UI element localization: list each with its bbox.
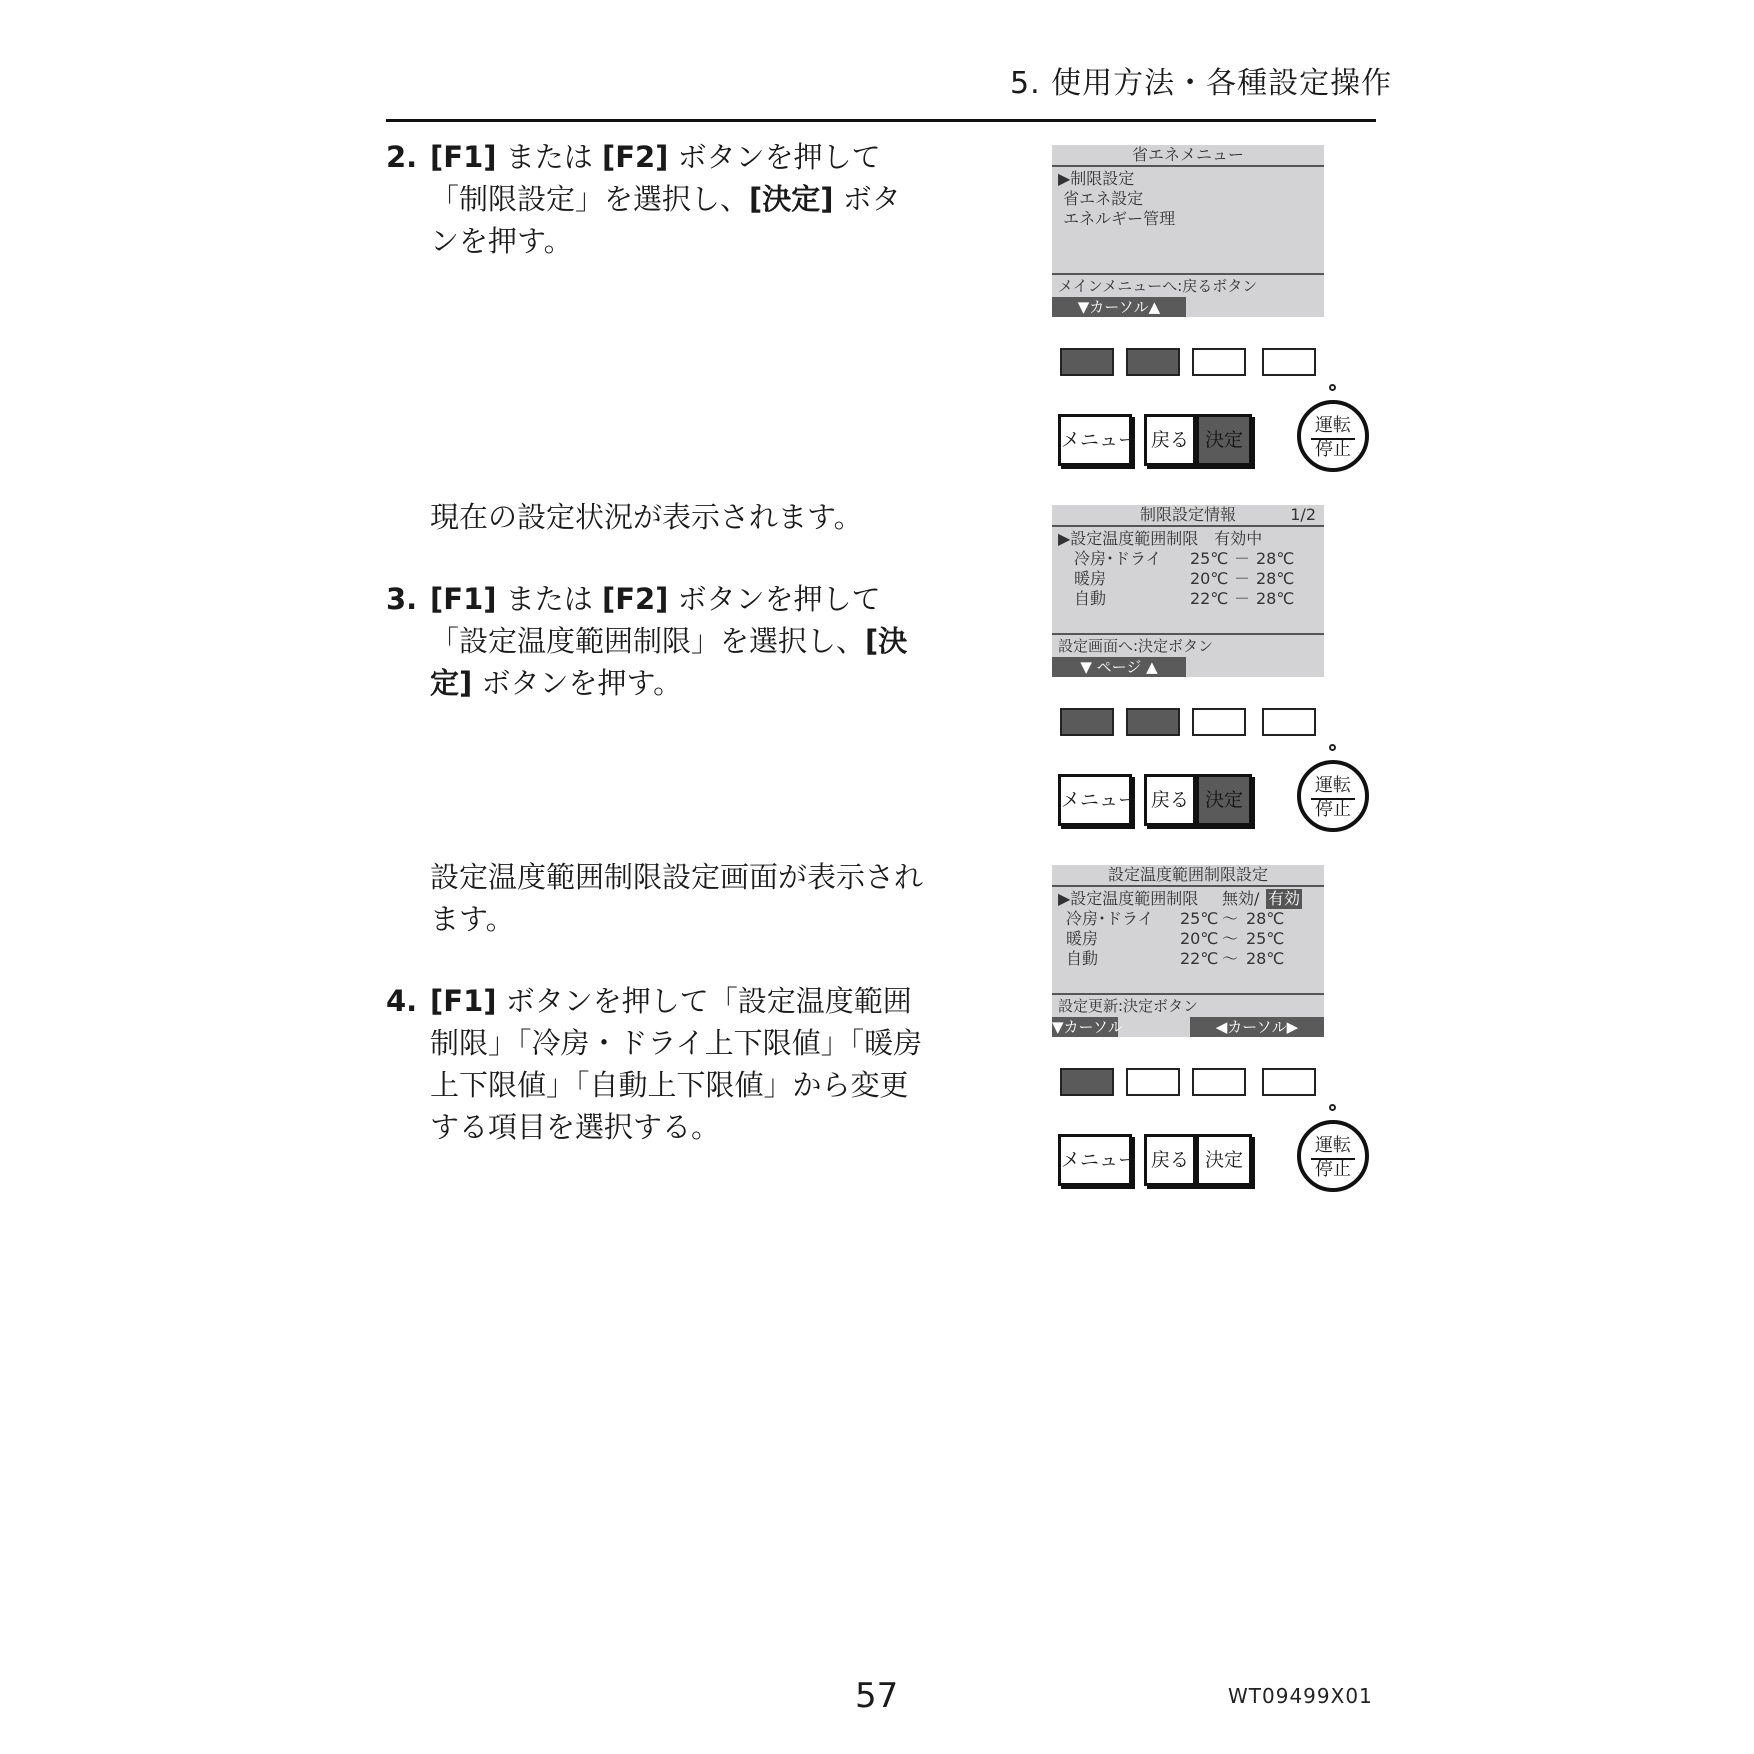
f1-button[interactable] <box>1060 348 1114 376</box>
f3-button[interactable] <box>1192 348 1246 376</box>
lcd-softkey-label: ▼カーソル▲ <box>1052 297 1186 317</box>
lcd-page-indicator: 1/2 <box>1290 505 1316 524</box>
back-button[interactable]: 戻る <box>1144 414 1196 466</box>
key-f1: [F1] <box>430 582 497 616</box>
enter-button[interactable]: 決定 <box>1196 1134 1252 1186</box>
step-text <box>430 136 926 262</box>
step-number: 4. <box>386 984 418 1018</box>
lcd-screen-limit-setting <box>1052 865 1324 1037</box>
row-dash: － <box>1234 589 1251 608</box>
row-dash: － <box>1234 569 1251 588</box>
row-dash: － <box>1234 549 1251 568</box>
note-setting-screen: 設定温度範囲制限設定画面が表示されます。 <box>430 860 924 936</box>
power-label-run: 運転 <box>1315 775 1351 796</box>
header-divider <box>386 119 1376 122</box>
power-label-stop: 停止 <box>1311 798 1355 820</box>
menu-button[interactable]: メニュー <box>1058 1134 1132 1186</box>
row-label: 自動 <box>1066 949 1099 968</box>
lcd-head-line: ▶設定温度範囲制限 有効中 <box>1058 529 1263 548</box>
lcd-menu-item: ▶制限設定 <box>1058 169 1135 188</box>
lcd-screen-limit-info <box>1052 505 1324 677</box>
row-label: 暖房 <box>1074 569 1107 588</box>
indicator-lamp <box>1329 1104 1336 1111</box>
lcd-footer: メインメニューへ:戻るボタン <box>1058 277 1258 295</box>
step-text <box>430 578 926 704</box>
row-label: 冷房･ドライ <box>1074 549 1162 568</box>
lcd-head-line: ▶設定温度範囲制限 <box>1058 889 1199 908</box>
step-text-part: ボタンを押す。 <box>472 666 683 700</box>
row-low: 25℃ <box>1190 549 1229 568</box>
lcd-title: 設定温度範囲制限設定 <box>1052 865 1324 887</box>
lcd-title: 省エネメニュー <box>1052 145 1324 167</box>
power-button[interactable] <box>1297 760 1369 832</box>
section-title: 5. 使用方法・各種設定操作 <box>1010 66 1393 101</box>
power-label-stop: 停止 <box>1311 438 1355 460</box>
row-low: 22℃ <box>1180 949 1219 968</box>
lcd-divider <box>1052 633 1324 635</box>
f2-button[interactable] <box>1126 348 1180 376</box>
indicator-lamp <box>1329 384 1336 391</box>
back-button[interactable]: 戻る <box>1144 774 1196 826</box>
f4-button[interactable] <box>1262 708 1316 736</box>
back-button[interactable]: 戻る <box>1144 1134 1196 1186</box>
menu-button[interactable]: メニュー <box>1058 774 1132 826</box>
key-f1: [F1] <box>430 984 497 1018</box>
lcd-screen-energy-menu <box>1052 145 1324 317</box>
lcd-menu-item: 省エネ設定 <box>1058 189 1144 208</box>
step-text <box>430 980 926 1148</box>
step-text-part: ボタンを押して「設定温度範囲制限」を選択し、 <box>430 582 881 658</box>
f2-button[interactable] <box>1126 1068 1180 1096</box>
row-low: 25℃ <box>1180 909 1219 928</box>
page-number: 57 <box>855 1676 899 1716</box>
row-low: 22℃ <box>1190 589 1229 608</box>
note-current-status: 現在の設定状況が表示されます。 <box>430 500 863 534</box>
key-enter: [決定] <box>749 182 834 216</box>
row-high: 28℃ <box>1256 569 1295 588</box>
key-f2: [F2] <box>601 582 669 616</box>
key-f2: [F2] <box>601 140 669 174</box>
lcd-divider <box>1052 993 1324 995</box>
row-high: 25℃ <box>1246 929 1285 948</box>
step-text-part: ボタンを押して「制限設定」を選択し、 <box>430 140 881 216</box>
step-text-part: ボタンを押して「設定温度範囲制限」「冷房・ドライ上下限値」「暖房上下限値」「自動上下限値」から変更する項目を選択する。 <box>430 984 923 1144</box>
toggle-enable-selected: 有効 <box>1268 889 1301 908</box>
power-label-stop: 停止 <box>1311 1158 1355 1180</box>
row-high: 28℃ <box>1256 589 1295 608</box>
lcd-footer: 設定画面へ:決定ボタン <box>1058 637 1214 655</box>
menu-button[interactable]: メニュー <box>1058 414 1132 466</box>
row-label: 冷房･ドライ <box>1066 909 1154 928</box>
row-high: 28℃ <box>1246 909 1285 928</box>
row-label: 暖房 <box>1066 929 1099 948</box>
lcd-menu-item: エネルギー管理 <box>1058 209 1176 228</box>
lcd-softkey-label: ▼カーソル <box>1052 1018 1123 1036</box>
lcd-footer: 設定更新:決定ボタン <box>1058 997 1199 1015</box>
f4-button[interactable] <box>1262 1068 1316 1096</box>
indicator-lamp <box>1329 744 1336 751</box>
lcd-title: 制限設定情報 <box>1052 505 1324 527</box>
step-4 <box>386 980 926 1148</box>
row-dash: ～ <box>1222 929 1239 948</box>
lcd-softkey-label: ◀カーソル▶ <box>1190 1017 1324 1037</box>
f3-button[interactable] <box>1192 708 1246 736</box>
f2-button[interactable] <box>1126 708 1180 736</box>
key-enter: [決定] <box>430 624 908 700</box>
toggle-disable: 無効/ <box>1222 889 1260 908</box>
step-2 <box>386 136 926 262</box>
row-low: 20℃ <box>1190 569 1229 588</box>
step-number: 3. <box>386 582 418 616</box>
f1-button[interactable] <box>1060 708 1114 736</box>
row-high: 28℃ <box>1246 949 1285 968</box>
power-button[interactable] <box>1297 400 1369 472</box>
enter-button[interactable]: 決定 <box>1196 414 1252 466</box>
row-high: 28℃ <box>1256 549 1295 568</box>
power-label-run: 運転 <box>1315 1135 1351 1156</box>
step-text-part: または <box>496 582 602 616</box>
row-low: 20℃ <box>1180 929 1219 948</box>
lcd-softkey-label: ▼ ページ ▲ <box>1052 657 1186 677</box>
enter-button[interactable]: 決定 <box>1196 774 1252 826</box>
step-3 <box>386 578 926 704</box>
step-text-part: または <box>496 140 602 174</box>
step-text-part: ボタンを押す。 <box>430 182 901 258</box>
document-code: WT09499X01 <box>1228 1684 1373 1708</box>
lcd-divider <box>1052 273 1324 275</box>
power-button[interactable] <box>1297 1120 1369 1192</box>
power-label-run: 運転 <box>1315 415 1351 436</box>
key-f1: [F1] <box>430 140 497 174</box>
f4-button[interactable] <box>1262 348 1316 376</box>
step-number: 2. <box>386 140 418 174</box>
row-dash: ～ <box>1222 909 1239 928</box>
row-label: 自動 <box>1074 589 1107 608</box>
f3-button[interactable] <box>1192 1068 1246 1096</box>
f1-button[interactable] <box>1060 1068 1114 1096</box>
row-dash: ～ <box>1222 949 1239 968</box>
